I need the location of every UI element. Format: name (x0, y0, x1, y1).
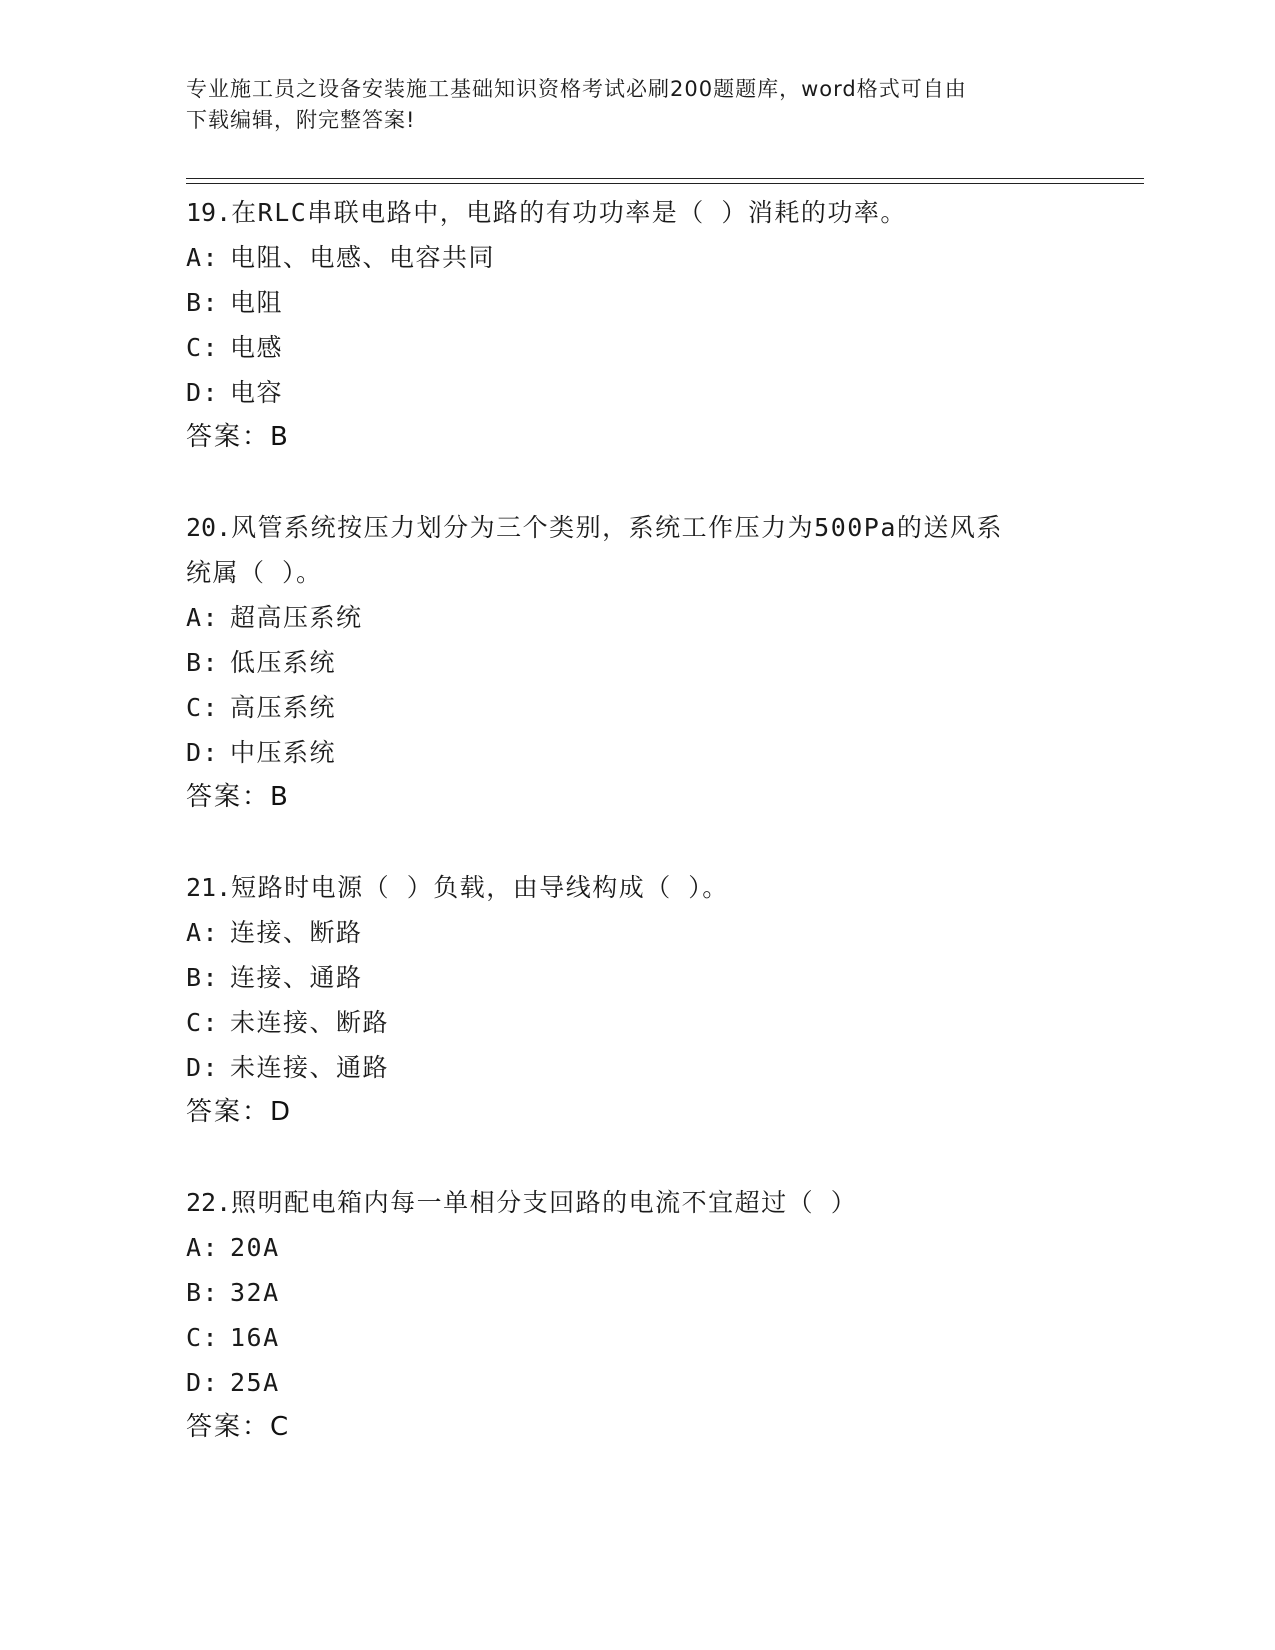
document-header (186, 74, 1086, 136)
option-b (186, 955, 1086, 1000)
question-text: 短路时电源（ ）负载，由导线构成（ ）。 (231, 873, 729, 902)
option-b (186, 280, 1086, 325)
question-19 (186, 190, 1086, 460)
answer-label: 答案： (186, 782, 271, 812)
option-letter: B: (186, 1278, 220, 1307)
option-letter: A: (186, 243, 220, 272)
question-text: 在RLC串联电路中，电路的有功功率是（ ）消耗的功率。 (231, 198, 907, 227)
option-a (186, 235, 1086, 280)
option-text: 连接、通路 (230, 963, 363, 992)
option-text: 未连接、通路 (230, 1053, 390, 1082)
option-letter: B: (186, 963, 220, 992)
option-c (186, 1000, 1086, 1045)
option-letter: A: (186, 918, 220, 947)
question-number: 20. (186, 513, 232, 542)
option-text: 电感 (230, 333, 284, 362)
question-number: 19. (186, 198, 232, 227)
option-d (186, 370, 1086, 415)
option-text: 中压系统 (230, 738, 337, 767)
question-stem (186, 505, 1086, 550)
option-a (186, 595, 1086, 640)
option-text: 25A (230, 1368, 280, 1397)
question-stem (186, 190, 1086, 235)
question-number: 21. (186, 873, 232, 902)
option-letter: A: (186, 1233, 220, 1262)
option-letter: C: (186, 1008, 220, 1037)
question-text: 风管系统按压力划分为三个类别，系统工作压力为500Pa的送风系 (231, 513, 1003, 542)
option-a (186, 1225, 1086, 1270)
option-d (186, 1360, 1086, 1405)
option-letter: B: (186, 288, 220, 317)
option-text: 未连接、断路 (230, 1008, 390, 1037)
option-d (186, 730, 1086, 775)
answer-line (186, 1090, 1086, 1135)
option-c (186, 325, 1086, 370)
question-20 (186, 505, 1086, 820)
option-text: 32A (230, 1278, 280, 1307)
option-text: 电阻 (230, 288, 284, 317)
answer-line (186, 775, 1086, 820)
question-text: 统属（ ）。 (186, 558, 323, 587)
option-text: 20A (230, 1233, 280, 1262)
answer-line (186, 415, 1086, 460)
option-d (186, 1045, 1086, 1090)
question-stem-continued (186, 550, 1086, 595)
answer-label: 答案： (186, 1097, 271, 1127)
option-text: 16A (230, 1323, 280, 1352)
question-21 (186, 865, 1086, 1135)
option-letter: C: (186, 693, 220, 722)
option-b (186, 1270, 1086, 1315)
option-letter: D: (186, 738, 220, 767)
header-divider-top (186, 178, 1144, 179)
option-text: 超高压系统 (230, 603, 363, 632)
question-list (186, 190, 1086, 1495)
option-letter: A: (186, 603, 220, 632)
header-line-2: 下载编辑，附完整答案! (186, 108, 416, 132)
question-22 (186, 1180, 1086, 1450)
option-letter: D: (186, 1053, 220, 1082)
option-c (186, 685, 1086, 730)
option-text: 连接、断路 (230, 918, 363, 947)
answer-label: 答案： (186, 1412, 271, 1442)
option-letter: C: (186, 333, 220, 362)
option-text: 高压系统 (230, 693, 337, 722)
question-stem (186, 1180, 1086, 1225)
option-letter: D: (186, 1368, 220, 1397)
option-letter: B: (186, 648, 220, 677)
header-line-1: 专业施工员之设备安装施工基础知识资格考试必刷200题题库，word格式可自由 (186, 77, 967, 101)
option-a (186, 910, 1086, 955)
question-text: 照明配电箱内每一单相分支回路的电流不宜超过（ ） (231, 1188, 858, 1217)
question-number: 22. (186, 1188, 232, 1217)
answer-label: 答案： (186, 422, 271, 452)
option-b (186, 640, 1086, 685)
answer-value: C (270, 1412, 289, 1442)
answer-line (186, 1405, 1086, 1450)
option-c (186, 1315, 1086, 1360)
option-letter: C: (186, 1323, 220, 1352)
header-divider-bottom (186, 183, 1144, 184)
option-text: 电阻、电感、电容共同 (230, 243, 496, 272)
option-text: 电容 (230, 378, 284, 407)
option-text: 低压系统 (230, 648, 337, 677)
question-stem (186, 865, 1086, 910)
answer-value: D (270, 1097, 291, 1127)
answer-value: B (270, 782, 288, 812)
option-letter: D: (186, 378, 220, 407)
answer-value: B (270, 422, 288, 452)
